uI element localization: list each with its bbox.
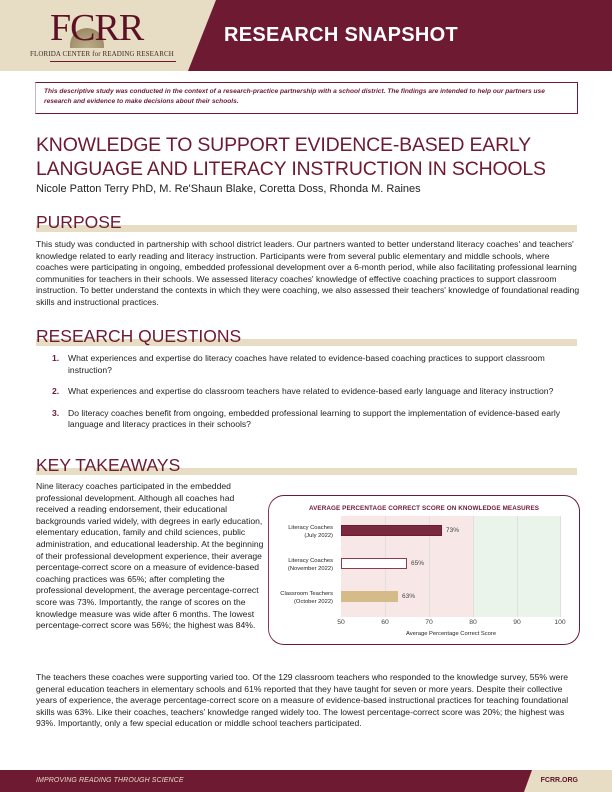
page-header — [0, 0, 612, 71]
footer-tagline: IMPROVING READING THROUGH SCIENCE — [36, 777, 184, 784]
category-line: Literacy Coaches — [288, 525, 333, 531]
purpose-heading — [36, 211, 577, 233]
question-item — [52, 386, 577, 398]
question-text: Do literacy coaches benefit from ongoing, embedded professional learning to support the implementation of evidence-based early language and literacy practices in their schools? — [68, 407, 561, 430]
question-number: 2. — [52, 386, 60, 397]
gridline-90 — [517, 516, 518, 617]
category-line: (October 2022) — [294, 598, 333, 605]
x-tick: 90 — [513, 619, 521, 626]
logo-divider — [50, 61, 176, 62]
score-chart — [268, 495, 580, 645]
chart-plot-area — [341, 516, 561, 617]
category-line: Literacy Coaches — [288, 558, 333, 564]
question-number: 1. — [52, 353, 60, 363]
gridline-100 — [560, 516, 561, 617]
bar-coaches-july — [341, 525, 442, 536]
key-takeaways-heading — [36, 454, 577, 476]
category-line: (November 2022) — [287, 565, 333, 572]
bar-teachers-october — [341, 591, 398, 602]
question-number: 3. — [52, 407, 60, 418]
value-label: 65% — [411, 560, 425, 567]
logo-mark: FCRR — [50, 7, 144, 49]
value-label: 73% — [446, 527, 460, 534]
x-tick: 70 — [425, 619, 433, 626]
authors: Nicole Patton Terry PhD, M. Re'Shaun Blake, Coretta Doss, Rhonda M. Raines — [36, 183, 421, 195]
bar-coaches-november — [341, 558, 407, 569]
teachers-takeaway-text: The teachers these coaches were supporting varied too. Of the 129 classroom teachers who responded to the knowledge survey, 55% were general education teachers in elementary schools and 61% reported that they have taught for seven or more years. Despite their collective years of experience, the average percentage-correct score on a measure of evidence-based instructional practices for teaching foundational skills was 63%. Like their coaches, teachers' knowledge ranged widely too. The lowest percentage-correct score was 20%; the highest was 93%. Importantly, only a few special education or middle school teachers participated. — [36, 672, 569, 729]
page-footer — [0, 770, 612, 792]
category-line: (July 2022) — [304, 532, 333, 539]
category-label — [263, 591, 333, 606]
research-questions-title: RESEARCH QUESTIONS — [36, 326, 242, 346]
category-label — [263, 525, 333, 540]
fcrr-logo[interactable] — [30, 8, 190, 64]
key-takeaways-title: KEY TAKEAWAYS — [36, 455, 181, 475]
question-text: What experiences and expertise do classroom teachers have related to evidence-based early language and literacy instruction? — [68, 386, 554, 397]
question-item — [52, 408, 577, 431]
footer-url-link[interactable]: FCRR.ORG — [540, 777, 578, 784]
notice-text: This descriptive study was conducted in the context of a research-practice partnership with a school district. The findings are intended to help our partners use research and evidence to make decisions about their schools. — [44, 88, 545, 105]
research-questions-heading — [36, 325, 577, 347]
x-axis-label: Average Percentage Correct Score — [405, 631, 497, 637]
header-title: RESEARCH SNAPSHOT — [224, 24, 459, 46]
document-title: KNOWLEDGE TO SUPPORT EVIDENCE-BASED EARLY LANGUAGE AND LITERACY INSTRUCTION IN SCHOOLS — [36, 134, 546, 180]
question-text: What experiences and expertise do literacy coaches have related to evidence-based coaching practices to support classroom instruction? — [68, 353, 545, 375]
x-tick: 80 — [469, 619, 477, 626]
category-label — [263, 558, 333, 573]
x-tick: 50 — [337, 619, 345, 626]
coaches-takeaway-text: Nine literacy coaches participated in the embedded professional development. Although all coaches had received a reading endorsement, their educational backgrounds varied widely, with degrees in early education, elementary education, family and child sciences, public administration, and educational leadership. At the beginning of their professional development experience, their average percentage-correct score on a measure of evidence-based coaching practices was 65%; after completing the professional development, the average percentage-correct score was 73%. Importantly, the range of scores on the knowledge measure was wide after 6 months. The lowest percentage-correct score was 56%; the highest was 84%. — [36, 481, 264, 631]
notice-box — [35, 82, 578, 114]
x-tick: 100 — [554, 619, 566, 626]
logo-subtitle: FLORIDA CENTER for READING RESEARCH — [30, 50, 174, 58]
x-tick: 60 — [381, 619, 389, 626]
research-questions-list — [52, 353, 577, 441]
question-item — [52, 353, 577, 376]
category-line: Classroom Teachers — [280, 591, 333, 597]
gridline-80 — [473, 516, 474, 617]
purpose-text: This study was conducted in partnership with school district leaders. Our partners wanted to better understand literacy coaches' and teachers' knowledge related to early reading and literacy instruction. Participants were from several public elementary and middle schools, where coaches were participating in ongoing, embedded professional development over a 6-month period, while also facilitating professional learning communities for teachers in their schools. We assessed literacy coaches' knowledge of effective coaching practices to support classroom instruction. To better understand the contexts in which they were coaching, we also assessed their teachers' knowledge of foundational reading skills and instructional practices. — [36, 239, 580, 307]
purpose-title: PURPOSE — [36, 212, 122, 232]
value-label: 63% — [402, 593, 416, 600]
chart-title: AVERAGE PERCENTAGE CORRECT SCORE ON KNOWLEDGE MEASURES — [308, 505, 540, 512]
